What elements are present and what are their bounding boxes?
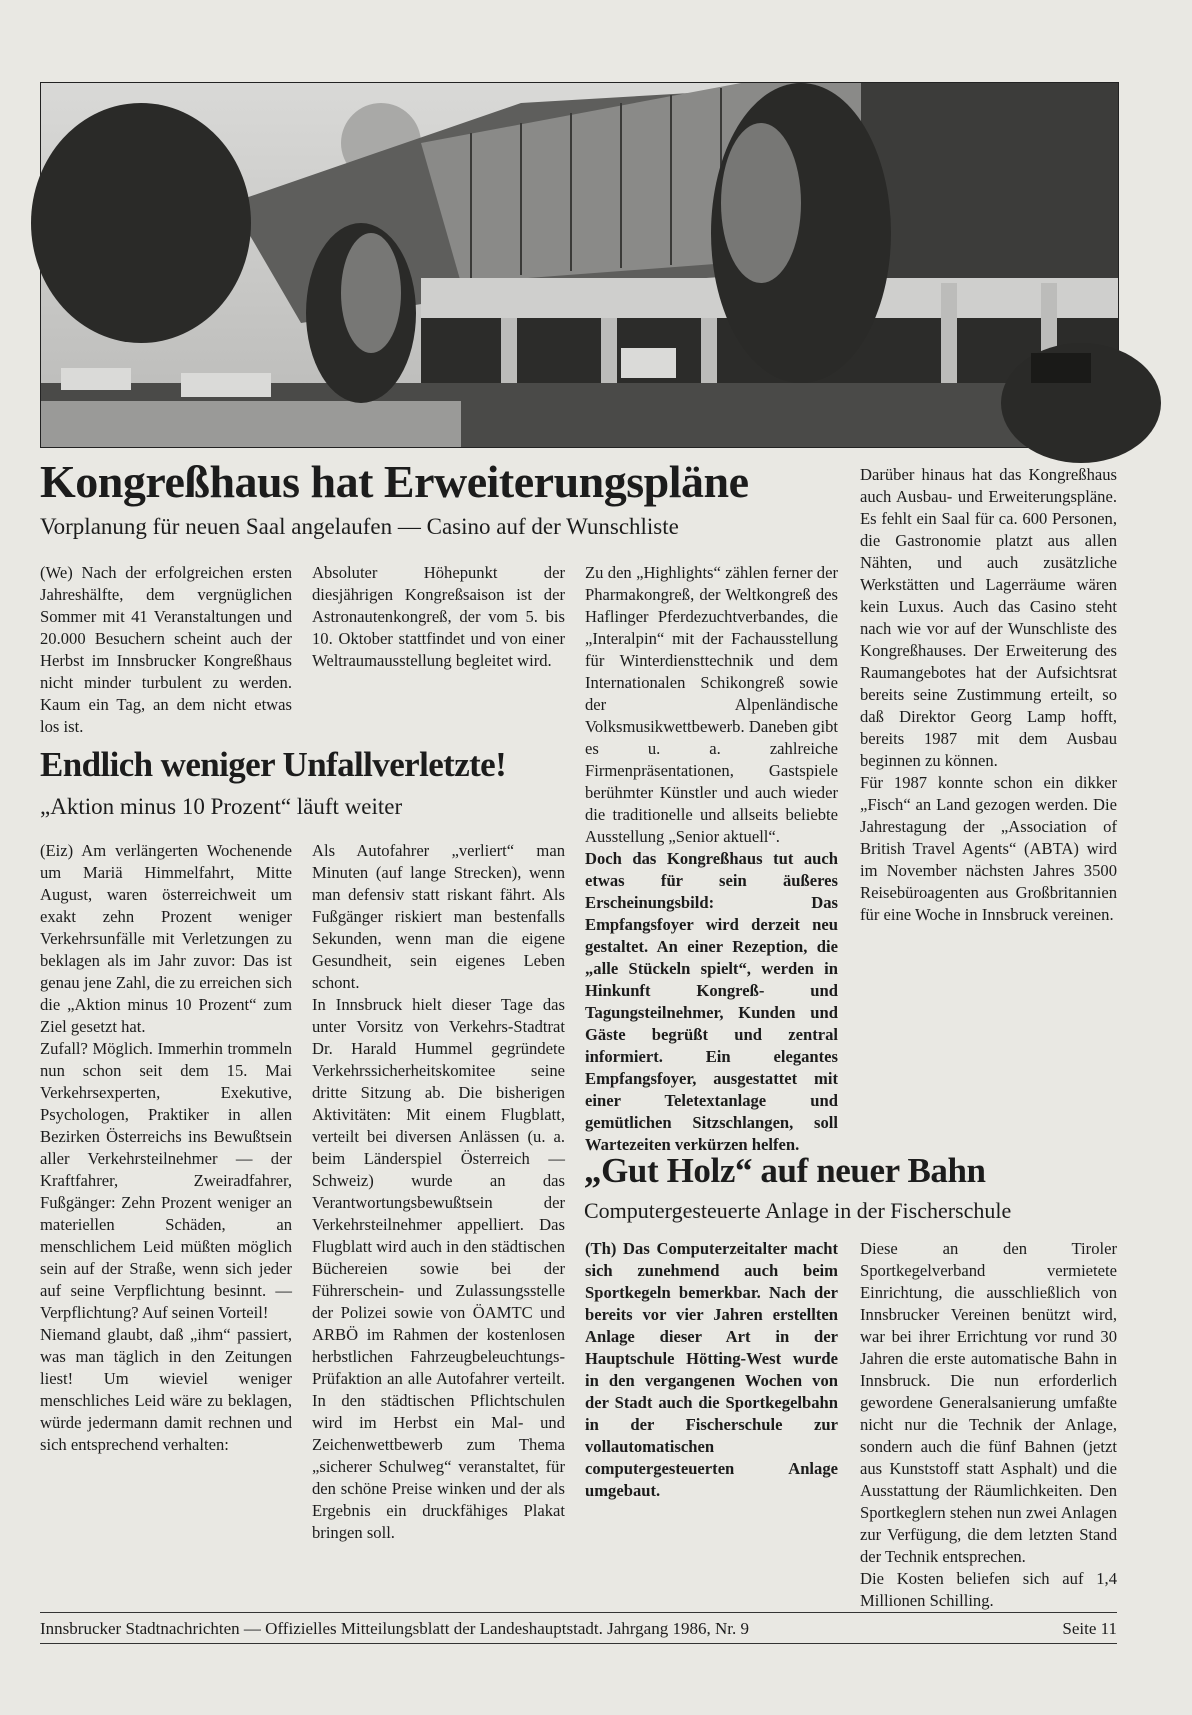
headline-kongresshaus: Kongreßhaus hat Erweiterungspläne bbox=[40, 456, 749, 507]
gutholz-text-lead: (Th) Das Computerzeitalter macht sich zunehmend auch beim Sportkegeln bemerkbar. Nach der bereits vor vier Jahren erstellten Anlage dieser Art in der Hauptschule Hötting-West wurde in den vergangenen Wochen von der Stadt auch die Sportkegelbahn in der Fischerschule zur vollautomatischen computergesteuerten Anlage umgebaut. bbox=[585, 1239, 838, 1500]
subheadline-kongresshaus: Vorplanung für neuen Saal angelaufen — Casino auf der Wunschliste bbox=[40, 514, 679, 539]
subheadline-gut-holz: Computergesteuerte Anlage in der Fischerschule bbox=[584, 1198, 1012, 1223]
unfall-text-3: Niemand glaubt, daß „ihm“ passiert, was man täglich in den Zeitungen liest! Um wieviel weniger menschliches Leid wäre zu beklagen, würde jedermann damit rechnen und sich entsprechend verhalten: bbox=[40, 1325, 292, 1454]
kongresshaus-photo bbox=[40, 82, 1119, 448]
kongresshaus-text-2: Absoluter Höhepunkt der diesjährigen Kongreßsaison ist der Astronautenkongreß, der vom 5. bis 10. Oktober stattfindet und von einer Weltraumausstellung begleitet wird. bbox=[312, 563, 565, 670]
gutholz-text-2: Die Kosten beliefen sich auf 1,4 Millionen Schilling. bbox=[860, 1569, 1117, 1610]
kongresshaus-text-foyer: Doch das Kongreßhaus tut auch etwas für sein äußeres Erscheinungsbild: Das Empfangsfoyer wird derzeit neu gestaltet. An einer Rezeption, die „alle Stückeln spielt“, werden in Hinkunft Kongreß- und Tagungsteilnehmer, Kunden und Gäste begrüßt und zentral informiert. Ein elegantes Empfangsfoyer, ausgestattet mit einer Teletextanlage und gemütlichen Sitzschlangen, soll Wartezeiten verkürzen helfen. bbox=[585, 849, 838, 1154]
kongresshaus-text-3: Zu den „Highlights“ zählen ferner der Pharmakongreß, der Weltkongreß des Haflinger Pferdezuchtverbandes, die „Interalpin“ mit der Fachausstellung für Winterdiensttechnik und dem Internationalen Schikongreß sowie der Alpenländische Volksmusikwettbewerb. Daneben gibt es u. a. zahlreiche Firmenpräsentationen, Gastspiele berühmter Künstler und auch wieder die traditionelle und allseits beliebte Ausstellung „Senior aktuell“. bbox=[585, 563, 838, 846]
headline-gut-holz: „Gut Holz“ auf neuer Bahn bbox=[584, 1151, 986, 1190]
kongresshaus-text-5: Für 1987 konnte schon ein dikker „Fisch“ an Land gezogen werden. Die Jahrestagung der „Association of British Travel Agents“ (ABTA) wird im November nächsten Jahres 3500 Reisebüroagenten aus Großbritannien für eine Woche in Innsbruck vereinen. bbox=[860, 773, 1117, 924]
kongresshaus-column-4 bbox=[860, 464, 1117, 1132]
gutholz-column-1 bbox=[585, 1238, 838, 1596]
footer-rule-top bbox=[40, 1612, 1117, 1613]
gutholz-column-2 bbox=[860, 1238, 1117, 1610]
footer-publication: Innsbrucker Stadtnachrichten — Offizielles Mitteilungsblatt der Landeshauptstadt. Jahrgang 1986, Nr. 9 bbox=[40, 1619, 749, 1638]
kongresshaus-column-3 bbox=[585, 562, 838, 1154]
page-number: Seite 11 bbox=[1062, 1619, 1117, 1638]
gutholz-text-1: Diese an den Tiroler Sportkegelverband vermietete Einrichtung, die ausschließlich von Innsbrucker Vereinen benützt wird, war bei ihrer Errichtung vor rund 30 Jahren die erste automatische Bahn in Innsbruck. Die nun erforderlich gewordene Generalsanierung umfaßte nicht nur die Technik der Anlage, sondern auch die fünf Bahnen (jetzt aus Kunststoff statt Asphalt) und die Ausstattung der Räumlichkeiten. Den Sportkeglern stehen nun zwei Anlagen zur Verfügung, die dem letzten Stand der Technik entsprechen. bbox=[860, 1239, 1117, 1566]
subheadline-unfallverletzte: „Aktion minus 10 Prozent“ läuft weiter bbox=[40, 794, 403, 819]
page-footer bbox=[40, 1618, 1117, 1640]
footer-rule-bottom bbox=[40, 1643, 1117, 1644]
kongresshaus-column-2 bbox=[312, 562, 565, 722]
unfall-column-1 bbox=[40, 840, 292, 1595]
unfall-text-5: In Innsbruck hielt dieser Tage das unter Vorsitz von Verkehrs-Stadtrat Dr. Harald Hummel gegründete Verkehrssicherheitskomitee seine dritte Sitzung ab. Die bisherigen Aktivitäten: Mit einem Flugblatt, verteilt bei diversen Anlässen (u. a. beim Länderspiel Österreich — Schweiz) wurde an das Verantwortungsbewußtsein der Verkehrsteilnehmer appelliert. Das Flugblatt wird auch in den städtischen Büchereien sowie bei der Führerschein- und Zulassungsstelle der Polizei sowie von ÖAMTC und ARBÖ im Rahmen der kostenlosen herbstlichen Fahrzeugbeleuchtungs-Prüfaktion an alle Autofahrer verteilt. In den städtischen Pflichtschulen wird im Herbst ein Mal- und Zeichenwettbewerb zum Thema „sicherer Schulweg“ veranstaltet, für den schöne Preise winken und der als Ergebnis ein druckfähiges Plakat bringen soll. bbox=[312, 995, 566, 1542]
unfall-column-2 bbox=[312, 840, 565, 1595]
unfall-text-1: (Eiz) Am verlängerten Wochenende um Mariä Himmelfahrt, Mitte August, waren österreichweit um exakt zehn Prozent weniger Verkehrsunfälle mit Verletzungen zu beklagen als im Jahr zuvor: Das ist genau jene Zahl, die zu erreichen sich die „Aktion minus 10 Prozent“ zum Ziel gesetzt hat. bbox=[40, 841, 292, 1036]
kongresshaus-text-4: Darüber hinaus hat das Kongreßhaus auch Ausbau- und Erweiterungspläne. Es fehlt ein Saal für ca. 600 Personen, die Gastronomie platzt aus allen Nähten, und auch zusätzliche Werkstätten und Lagerräume wären kein Luxus. Auch das Casino steht nach wie vor auf der Wunschliste des Kongreßhauses. Der Erweiterung des Raumangebotes hat der Aufsichtsrat bereits seine Zustimmung erteilt, so daß Direktor Georg Lamp hofft, bereits 1987 mit dem Ausbau beginnen zu können. bbox=[860, 465, 1117, 770]
headline-unfallverletzte: Endlich weniger Unfallverletzte! bbox=[40, 745, 507, 784]
kongresshaus-text-1: (We) Nach der erfolgreichen ersten Jahreshälfte, dem vergnüglichen Sommer mit 41 Veranstaltungen und 20.000 Besuchern scheint auch der Herbst im Innsbrucker Kongreßhaus nicht minder turbulent zu werden. Kaum ein Tag, an dem nicht etwas los ist. bbox=[40, 563, 292, 736]
unfall-text-4: Als Autofahrer „verliert“ man Minuten (auf lange Strecken), wenn man defensiv statt riskant fährt. Als Fußgänger riskiert man bestenfalls Sekunden, wenn man die eigene Gesundheit, sein eigenes Leben schont. bbox=[312, 841, 565, 992]
kongresshaus-column-1 bbox=[40, 562, 292, 736]
unfall-text-2: Zufall? Möglich. Immerhin trommeln nun schon seit dem 15. Mai Verkehrsexperten, Exekutive, Psychologen, Praktiker in allen Bezirken Österreichs ins Bewußtsein aller Verkehrsteilnehmer — der Kraftfahrer, Zweiradfahrer, Fußgänger: Zehn Prozent weniger an materiellen Schäden, an menschlichem Leid müßten möglich sein auf der Straße, wenn sich jeder auf seine Verpflichtung besinnt. — Verpflichtung? Auf seinen Vorteil! bbox=[40, 1039, 292, 1322]
